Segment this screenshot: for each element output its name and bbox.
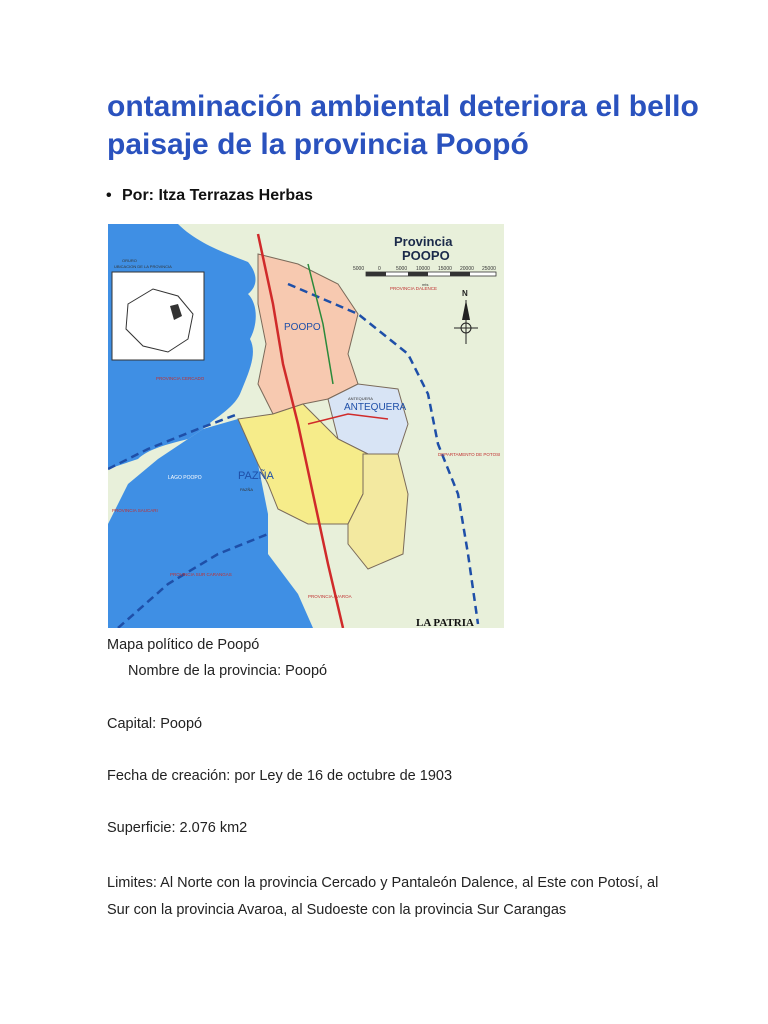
label-pazna: PAZÑA	[238, 470, 274, 482]
scale-label-6: 20000	[460, 266, 474, 272]
la-patria-logo: LA PATRIA	[416, 617, 474, 628]
label-prov-sur-carangas: PROVINCIA SUR CARANGAS	[170, 572, 232, 577]
north-label: N	[462, 289, 468, 298]
label-prov-avaroa: PROVINCIA AVAROA	[308, 594, 352, 599]
author-line	[106, 187, 313, 205]
article-title: ontaminación ambiental deteriora el bello paisaje de la provincia Poopó	[107, 90, 699, 161]
label-town-pazna: PAZÑA	[240, 487, 254, 492]
label-antequera: ANTEQUERA	[344, 402, 407, 413]
map-title-provincia: Provincia	[394, 234, 453, 249]
province-name: Nombre de la provincia: Poopó	[128, 663, 328, 679]
label-prov-saucari: PROVINCIA SAUCARI	[112, 508, 158, 513]
label-prov-dalence: PROVINCIA DALENCE	[390, 286, 438, 291]
scale-label-4: 10000	[416, 266, 430, 272]
province-map	[108, 224, 504, 628]
inset-label-ubicacion: UBICACION DE LA PROVINCIA	[114, 264, 172, 269]
inset-label-oruro: ORURO	[122, 258, 137, 263]
scale-bar	[366, 272, 496, 276]
scale-label-1: 5000	[353, 266, 365, 272]
scale-label-3: 5000	[396, 266, 408, 272]
author-name: Por: Itza Terrazas Herbas	[122, 187, 313, 204]
label-prov-cercado: PROVINCIA CERCADO	[156, 376, 205, 381]
label-lago: LAGO POOPO	[168, 475, 202, 481]
label-dept-potosi: DEPARTAMENTO DE POTOSI	[438, 452, 501, 457]
map-caption: Mapa político de Poopó	[107, 637, 260, 653]
scale-label-7: 25000	[482, 266, 496, 272]
scale-unit: mts	[422, 282, 429, 287]
scale-label-2: 0	[378, 266, 381, 272]
bullet: •	[106, 187, 112, 204]
label-town-antequera: ANTEQUERA	[348, 396, 373, 401]
map-svg	[108, 224, 504, 628]
creation-date: Fecha de creación: por Ley de 16 de octubre de 1903	[107, 768, 453, 784]
capital: Capital: Poopó	[107, 716, 203, 732]
map-title-poopo: POOPO	[402, 248, 450, 263]
label-poopo: POOPO	[284, 322, 321, 333]
limits-paragraph: Limites: Al Norte con la provincia Cercado y Pantaleón Dalence, al Este con Potosí, al Sur con la provincia Avaroa, al Sudoeste con la provincia Sur Carangas	[107, 875, 659, 918]
scale-label-5: 15000	[438, 266, 452, 272]
surface: Superficie: 2.076 km2	[107, 820, 248, 836]
